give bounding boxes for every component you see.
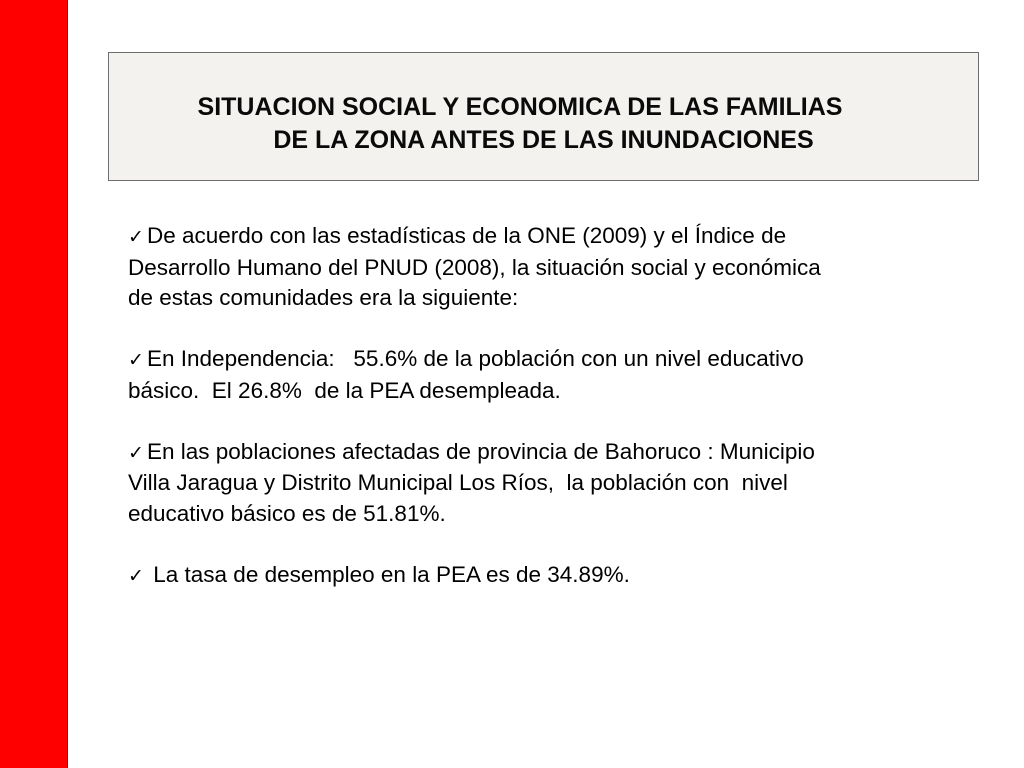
- bullet-item: [128, 221, 988, 314]
- bullet-text-line: Desarrollo Humano del PNUD (2008), la situación social y económica: [128, 254, 821, 280]
- bullet-text-line: de estas comunidades era la siguiente:: [128, 285, 519, 310]
- red-side-bar: [0, 0, 68, 768]
- title-box: [108, 52, 979, 181]
- slide-title: [109, 91, 978, 157]
- bullet-item: [128, 344, 988, 406]
- check-icon: ✓: [128, 441, 144, 464]
- bullet-text-line: básico. El 26.8% de la PEA desempleada.: [128, 377, 561, 403]
- check-icon: ✓: [128, 349, 144, 371]
- title-line-1: SITUACION SOCIAL Y ECONOMICA DE LAS FAMILIAS: [197, 93, 843, 121]
- title-line-2: DE LA ZONA ANTES DE LAS INUNDACIONES: [273, 126, 814, 154]
- check-icon: ✓: [128, 564, 144, 587]
- bullet-item: [128, 560, 988, 592]
- bullet-text-line: La tasa de desempleo en la PEA es de 34.89%.: [147, 561, 630, 587]
- check-icon: ✓: [128, 226, 144, 248]
- bullet-text-line: De acuerdo con las estadísticas de la ONE (2009) y el Índice de: [147, 223, 787, 248]
- bullet-text-line: En Independencia: 55.6% de la población con un nivel educativo: [147, 346, 804, 371]
- bullet-text-line: Villa Jaragua y Distrito Municipal Los Ríos, la población con nivel: [128, 470, 788, 495]
- bullet-text-line: educativo básico es de 51.81%.: [128, 500, 446, 526]
- bullet-text-line: En las poblaciones afectadas de provincia de Bahoruco : Municipio: [147, 438, 815, 464]
- bullet-list: [128, 221, 988, 622]
- bullet-item: [128, 437, 988, 530]
